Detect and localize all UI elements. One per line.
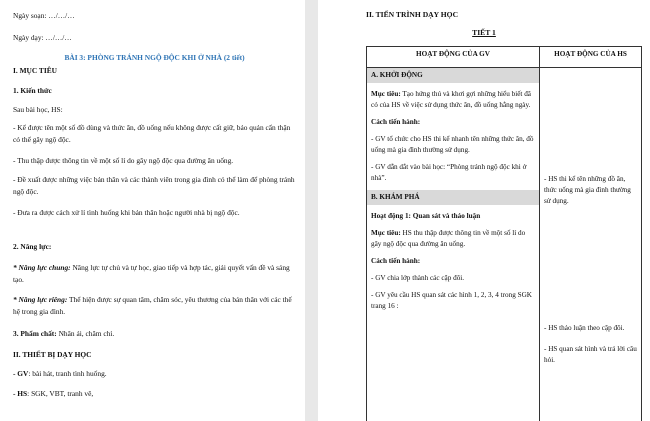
objective-label: Mục tiêu:	[371, 229, 401, 237]
date-taught: Ngày dạy: …/…/…	[13, 33, 72, 42]
section-explore: B. KHÁM PHÁ	[367, 190, 539, 205]
general-competency-label: * Năng lực chung:	[13, 263, 71, 272]
student-label: - HS	[13, 389, 28, 398]
knowledge-item: - Thu thập được thông tin về một số lí do gây ngộ độc qua đường ăn uống.	[13, 156, 234, 165]
equipment-heading: II. THIẾT BỊ DẠY HỌC	[13, 350, 92, 359]
period-title: TIẾT 1	[472, 28, 496, 37]
warmup-teacher-step: - GV dẫn dắt vào bài học: “Phòng tránh ngộ độc khi ở nhà”.	[371, 163, 527, 182]
specific-competency-label: * Năng lực riêng:	[13, 295, 68, 304]
date-prepared: Ngày soạn: …/…/…	[13, 11, 75, 20]
activity-1-teacher-step: - GV yêu cầu HS quan sát các hình 1, 2, 3, 4 trong SGK trang 16 :	[371, 291, 532, 310]
page-gutter	[305, 0, 318, 421]
lesson-plan-table	[366, 46, 642, 421]
header-teacher-activity: HOẠT ĐỘNG CỦA GV	[367, 47, 540, 68]
knowledge-item: - Đề xuất được những việc bản thân và các thành viên trong gia đình có thể làm để phòng tránh ngộ độc.	[13, 175, 295, 196]
objective-label: Mục tiêu:	[371, 90, 401, 98]
qualities	[13, 328, 297, 340]
knowledge-item: - Đưa ra được cách xử lí tình huống khi bản thân hoặc người nhà bị ngộ độc.	[13, 208, 240, 217]
general-competency	[13, 262, 297, 285]
equipment-student	[13, 388, 297, 400]
competency-heading: 2. Năng lực:	[13, 242, 52, 251]
warmup-procedure-label: Cách tiến hành:	[371, 118, 421, 126]
equipment-teacher	[13, 368, 297, 380]
knowledge-heading: 1. Kiến thức	[13, 86, 52, 95]
teacher-label: - GV	[13, 369, 29, 378]
warmup-objective	[367, 89, 539, 111]
teacher-text: : bài hát, tranh tình huống.	[28, 369, 107, 378]
warmup-student-step: - HS thi kể tên những đồ ăn, thức uống mà gia đình thường sử dụng.	[544, 175, 631, 205]
activity-1-teacher-step: - GV chia lớp thành các cặp đôi.	[371, 274, 465, 282]
document-page-left	[0, 0, 305, 421]
knowledge-intro: Sau bài học, HS:	[13, 105, 63, 114]
activity-1-objective	[367, 228, 539, 250]
student-activity-cell	[540, 68, 642, 421]
activity-1-procedure-label: Cách tiến hành:	[371, 257, 421, 265]
document-page-right	[318, 0, 650, 421]
warmup-teacher-step: - GV tổ chức cho HS thi kể nhanh tên những thức ăn, đồ uống mà gia đình thường sử dụng.	[371, 135, 534, 154]
table-header-row	[367, 47, 642, 68]
knowledge-item: - Kể được tên một số đồ dùng và thức ăn, đồ uống nếu không được cất giữ, bảo quản cẩn thận có thể gây ngộ độc.	[13, 123, 291, 144]
teacher-activity-cell	[367, 68, 540, 421]
activity-1-student-step: - HS thảo luận theo cặp đôi.	[544, 324, 625, 332]
qualities-label: 3. Phẩm chất:	[13, 329, 57, 338]
activity-1-student-step: - HS quan sát hình và trả lời câu hỏi.	[544, 345, 637, 364]
general-competency-text: Năng lực tự chủ và tự học, giao tiếp và hợp tác, giải quyết vấn đề và sáng tạo.	[13, 263, 290, 284]
specific-competency-text: Thể hiện được sự quan tâm, chăm sóc, yêu thương của bản thân với các thế hệ trong gia đình.	[13, 295, 292, 316]
specific-competency	[13, 294, 297, 317]
header-student-activity: HOẠT ĐỘNG CỦA HS	[540, 47, 642, 68]
table-row	[367, 68, 642, 421]
objectives-heading: I. MỤC TIÊU	[13, 66, 58, 75]
section-warmup: A. KHỞI ĐỘNG	[367, 68, 539, 83]
objective-text: HS thu thập được thông tin về một số lí do gây ngộ độc qua đường ăn uống.	[371, 229, 526, 248]
student-text: : SGK, VBT, tranh vẽ,	[27, 389, 94, 398]
objective-text: Tạo hứng thú và khơi gợi những hiểu biết đã có của HS về việc sử dụng thức ăn, đồ uống hằng ngày.	[371, 90, 531, 109]
lesson-title: BÀI 3: PHÒNG TRÁNH NGỘ ĐỘC KHI Ở NHÀ (2 tiết)	[64, 53, 245, 62]
process-heading: II. TIẾN TRÌNH DẠY HỌC	[366, 10, 459, 19]
activity-1-title: Hoạt động 1: Quan sát và thảo luận	[371, 212, 481, 220]
qualities-text: Nhân ái, chăm chỉ.	[56, 329, 115, 338]
